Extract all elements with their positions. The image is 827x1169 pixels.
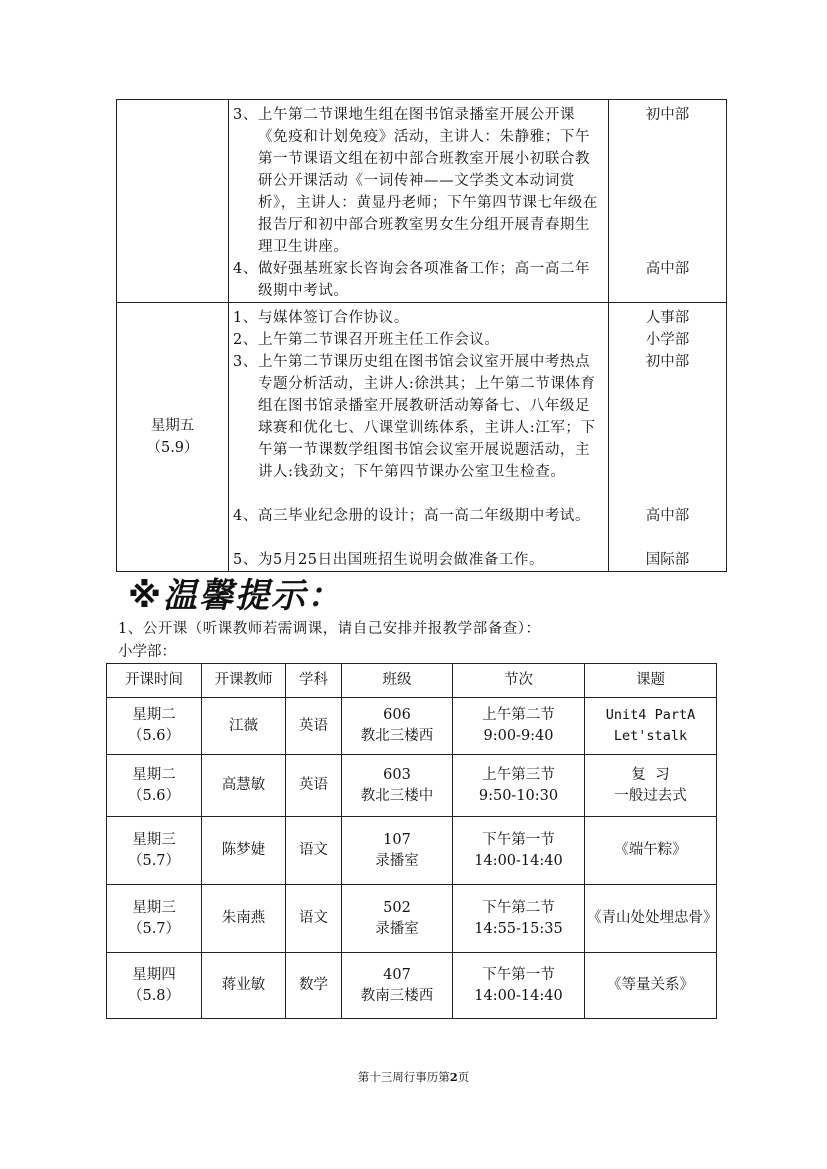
topic-cell: 《青山处处埋忠骨》 bbox=[585, 885, 717, 953]
topic-cell: 《端午粽》 bbox=[585, 817, 717, 885]
time-cell: 星期二 （5.6） bbox=[107, 755, 202, 817]
activity-item: 5、 为5月25日出国班招生说明会做准备工作。 bbox=[233, 552, 545, 568]
activity-item: 3、 上午第二节课地生组在图书馆录播室开展公开课《免疫和计划免疫》活动，主讲人：朱静雅；下午第一节课语文组在初中部合班教室开展小初联合教研公开课活动《一词传神——文学类文本动词赏析》，主讲人：黄显丹老师；下午第四节课七年级在报告厅和初中部合班教室男女生分组开展青春期生理卫生讲座。 bbox=[233, 107, 598, 255]
activity-list bbox=[229, 100, 609, 303]
header-class: 班级 bbox=[342, 664, 453, 698]
table-row bbox=[107, 885, 717, 953]
table-header-row bbox=[107, 664, 717, 698]
period-cell: 下午第一节 14:00-14:40 bbox=[453, 817, 585, 885]
schedule-row-thursday-cont bbox=[117, 100, 727, 303]
time-cell: 星期二 （5.6） bbox=[107, 698, 202, 755]
weekly-schedule-table bbox=[116, 99, 727, 572]
department-label: 高中部 bbox=[645, 508, 690, 524]
day-cell bbox=[117, 303, 229, 572]
teacher-cell: 江薇 bbox=[202, 698, 286, 755]
teacher-cell: 高慧敏 bbox=[202, 755, 286, 817]
activity-item: 4、 做好强基班家长咨询会各项准备工作；高一高二年级期中考试。 bbox=[233, 261, 591, 299]
period-cell: 上午第二节 9:00-9:40 bbox=[453, 698, 585, 755]
day-label: 星期五 bbox=[150, 418, 195, 434]
period-cell: 下午第二节 14:55-15:35 bbox=[453, 885, 585, 953]
department-label: 人事部 bbox=[645, 310, 690, 326]
class-cell: 407 教南三楼西 bbox=[342, 953, 453, 1019]
subject-cell: 英语 bbox=[286, 698, 342, 755]
day-date: （5.9） bbox=[146, 440, 199, 456]
time-cell: 星期三 （5.7） bbox=[107, 817, 202, 885]
class-cell: 606 教北三楼西 bbox=[342, 698, 453, 755]
teacher-cell: 陈梦婕 bbox=[202, 817, 286, 885]
topic-cell: 《等量关系》 bbox=[585, 953, 717, 1019]
department-label: 初中部 bbox=[645, 354, 690, 370]
page-number: 2 bbox=[449, 1070, 458, 1084]
department-label: 高中部 bbox=[645, 261, 690, 277]
header-time: 开课时间 bbox=[107, 664, 202, 698]
activity-item: 4、 高三毕业纪念册的设计；高一高二年级期中考试。 bbox=[233, 508, 591, 524]
table-row bbox=[107, 953, 717, 1019]
activity-list bbox=[229, 303, 609, 572]
activity-item: 3、 上午第二节课历史组在图书馆会议室开展中考热点专题分析活动，主讲人:徐洪其；上午第二节课体育组在图书馆录播室开展教研活动筹备七、八年级足球赛和优化七、八课堂训练体系，主讲人:江军；下午第一节课数学组图书馆会议室开展说题活动，主讲人:钱劲文；下午第四节课办公室卫生检查。 bbox=[233, 354, 596, 480]
header-subject: 学科 bbox=[286, 664, 342, 698]
open-class-table bbox=[106, 663, 717, 1019]
teacher-cell: 蒋业敏 bbox=[202, 953, 286, 1019]
teacher-cell: 朱南燕 bbox=[202, 885, 286, 953]
department-label: 初中部 bbox=[645, 107, 690, 123]
subject-cell: 语文 bbox=[286, 885, 342, 953]
schedule-row-friday bbox=[117, 303, 727, 572]
table-row bbox=[107, 817, 717, 885]
subject-cell: 英语 bbox=[286, 755, 342, 817]
reminder-heading: ※温馨提示： bbox=[128, 576, 344, 616]
period-cell: 上午第三节 9:50-10:30 bbox=[453, 755, 585, 817]
department-list bbox=[609, 100, 727, 303]
period-cell: 下午第一节 14:00-14:40 bbox=[453, 953, 585, 1019]
class-cell: 603 教北三楼中 bbox=[342, 755, 453, 817]
table-row bbox=[107, 755, 717, 817]
subject-cell: 语文 bbox=[286, 817, 342, 885]
footer-prefix: 第十三周行事历第 bbox=[357, 1070, 450, 1084]
primary-school-label: 小学部： bbox=[118, 644, 176, 660]
topic-cell: Unit4 PartA Let'stalk bbox=[585, 698, 717, 755]
footer-suffix: 页 bbox=[457, 1070, 470, 1084]
time-cell: 星期四 （5.8） bbox=[107, 953, 202, 1019]
header-topic: 课题 bbox=[585, 664, 717, 698]
department-label: 国际部 bbox=[645, 552, 690, 568]
header-teacher: 开课教师 bbox=[202, 664, 286, 698]
page-footer bbox=[0, 1069, 827, 1085]
department-list bbox=[609, 303, 727, 572]
class-cell: 107 录播室 bbox=[342, 817, 453, 885]
open-class-note: 1、公开课（听课教师若需调课，请自己安排并报教学部备查）： bbox=[118, 621, 541, 637]
topic-cell: 复 习 一般过去式 bbox=[585, 755, 717, 817]
activity-item: 1、 与媒体签订合作协议。 bbox=[233, 310, 409, 326]
table-row bbox=[107, 698, 717, 755]
day-cell bbox=[117, 100, 229, 303]
department-label: 小学部 bbox=[645, 332, 690, 348]
subject-cell: 数学 bbox=[286, 953, 342, 1019]
class-cell: 502 录播室 bbox=[342, 885, 453, 953]
time-cell: 星期三 （5.7） bbox=[107, 885, 202, 953]
activity-item: 2、 上午第二节课召开班主任工作会议。 bbox=[233, 332, 500, 348]
header-period: 节次 bbox=[453, 664, 585, 698]
